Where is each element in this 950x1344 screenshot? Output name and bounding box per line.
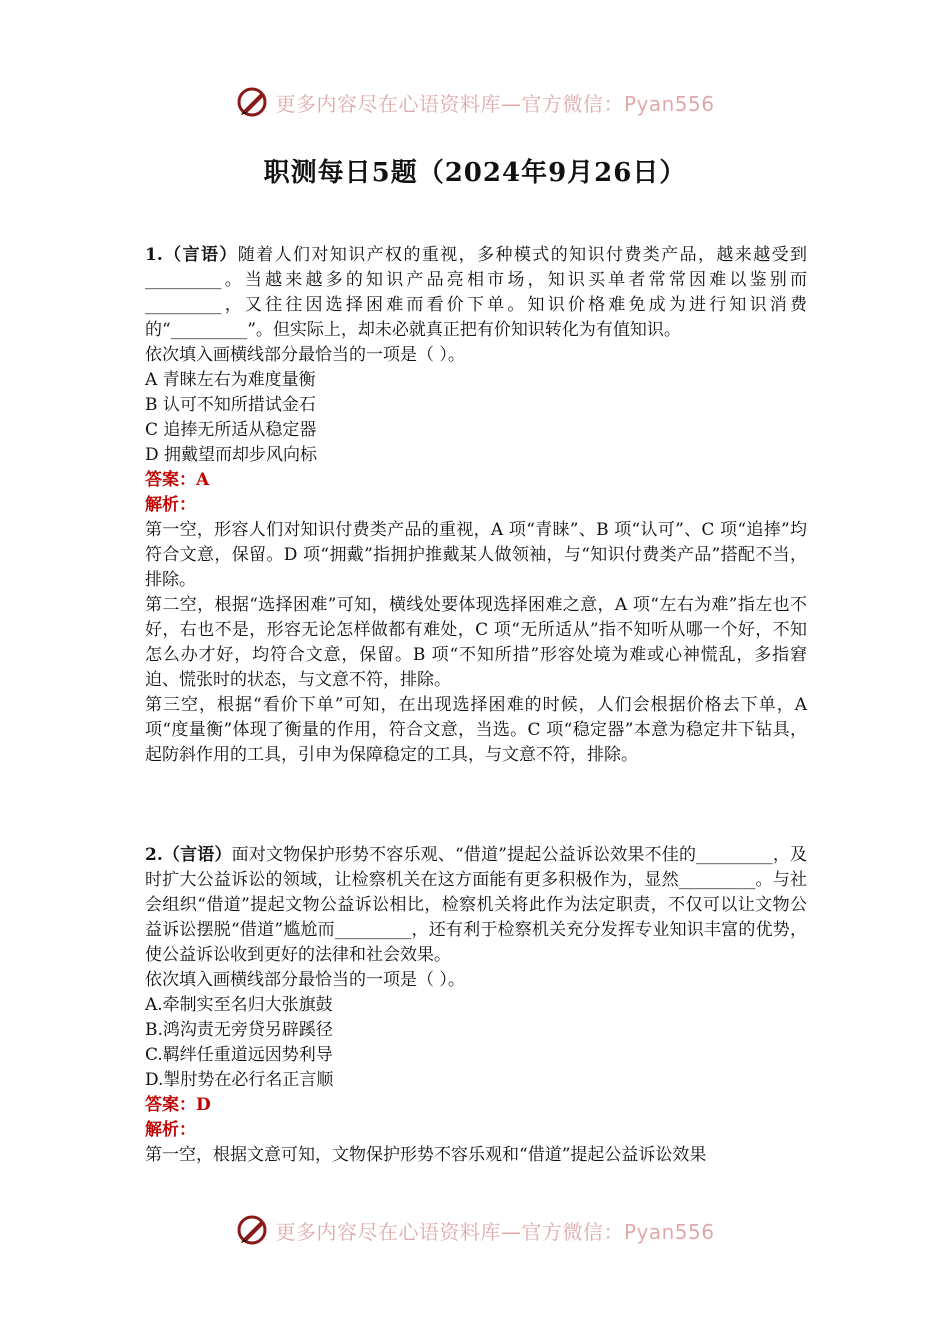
banner-text: 更多内容尽在心语资料库—官方微信：Pyan556 [275,1219,715,1244]
answer-label: 答案：D [145,1095,211,1115]
question-category: （言语） [162,245,238,265]
option-d: D 拥戴望而却步风向标 [145,445,318,465]
analysis-label: 解析： [145,495,196,515]
option-d: D.掣肘势在必行名正言顺 [145,1070,334,1090]
pen-logo-icon [235,1212,271,1248]
question-number: 1. [145,245,163,265]
question-2 [145,843,807,1168]
option-c: C.羁绊任重道远因势利导 [145,1045,333,1065]
analysis-paragraph: 第二空，根据“选择困难”可知，横线处要体现选择困难之意，A 项“左右为难”指左也不好，右也不是，形容无论怎样做都有难处，C 项“无所适从”指不知听从哪一个好，不知怎么办才好，均符合文意，保留。B 项“不知所措”形容处境为难或心神慌乱，多指窘迫、慌张时的状态，与文意不符，排除。 [145,595,807,690]
answer-label: 答案：A [145,470,210,490]
analysis-paragraph: 第一空，根据文意可知，文物保护形势不容乐观和“借道”提起公益诉讼效果 [145,1145,707,1165]
analysis-paragraph: 第一空，形容人们对知识付费类产品的重视，A 项“青睐”、B 项“认可”、C 项“追捧”均符合文意，保留。D 项“拥戴”指拥护推戴某人做领袖，与“知识付费类产品”搭配不当，排除。 [145,520,807,590]
option-b: B 认可不知所措试金石 [145,395,316,415]
analysis-label: 解析： [145,1120,196,1140]
banner-text: 更多内容尽在心语资料库—官方微信：Pyan556 [275,91,715,116]
stem-text: 随着人们对知识产权的重视，多种模式的知识付费类产品，越来越受到_________。当越来越多的知识产品亮相市场，知识买单者常常因难以鉴别而_________，又往往因选择困难而看价下单。知识价格难免成为进行知识消费的“_________”。但实际上，却未必就真正把有价知识转化为有值知识。 [145,245,808,340]
question-stem [145,843,807,968]
question-category: （言语） [162,845,232,865]
question-prompt: 依次填入画横线部分最恰当的一项是（ ）。 [145,970,465,990]
question-number: 2. [145,845,163,865]
question-stem [145,243,807,343]
question-1 [145,243,807,768]
footer-banner [0,1208,950,1252]
pen-logo-icon [235,84,271,120]
analysis-paragraph: 第三空，根据“看价下单”可知，在出现选择困难的时候，人们会根据价格去下单，A 项“度量衡”体现了衡量的作用，符合文意，当选。C 项“稳定器”本意为稳定井下钻具，起防斜作用的工具，引申为保障稳定的工具，与文意不符，排除。 [145,695,807,765]
stem-text: 面对文物保护形势不容乐观、“借道”提起公益诉讼效果不佳的_________，及时扩大公益诉讼的领域，让检察机关在这方面能有更多积极作为，显然_________。与社会组织“借道”提起文物公益诉讼相比，检察机关将此作为法定职责，不仅可以让文物公益诉讼摆脱“借道”尴尬而_________，还有利于检察机关充分发挥专业知识丰富的优势，使公益诉讼收到更好的法律和社会效果。 [145,845,808,965]
option-c: C 追捧无所适从稳定器 [145,420,317,440]
option-a: A.牵制实至名归大张旗鼓 [145,995,333,1015]
option-a: A 青睐左右为难度量衡 [145,370,316,390]
question-prompt: 依次填入画横线部分最恰当的一项是（ ）。 [145,345,465,365]
header-banner [0,80,950,124]
page-title: 职测每日5题（2024年9月26日） [263,158,687,188]
option-b: B.鸿沟责无旁贷另辟蹊径 [145,1020,333,1040]
